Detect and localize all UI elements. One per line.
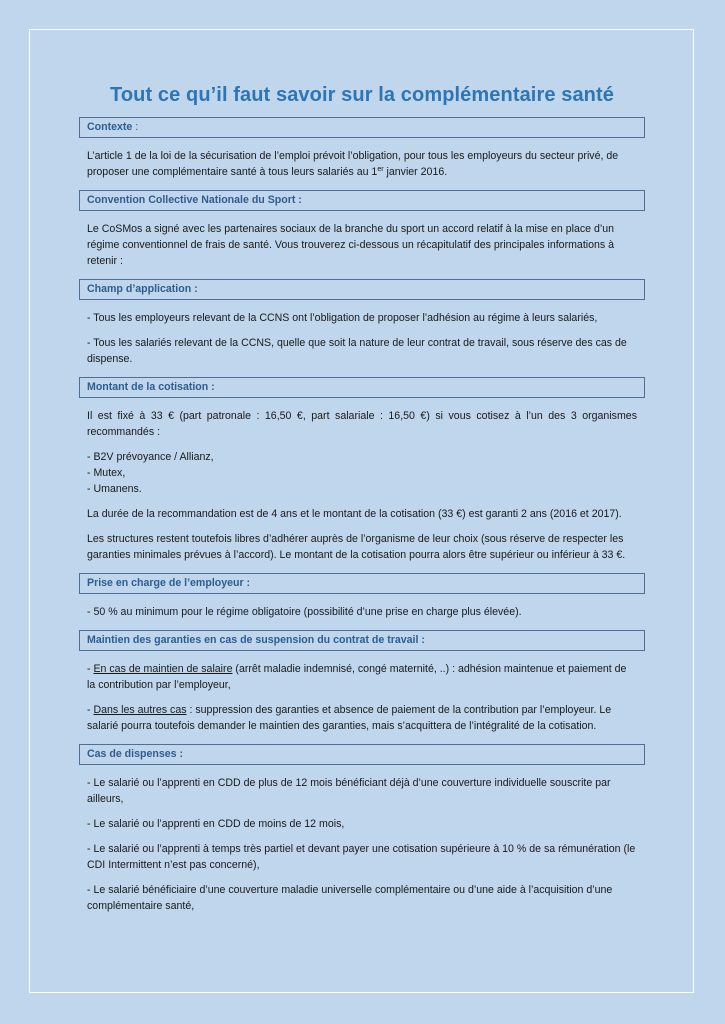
section-header-maintien: Maintien des garanties en cas de suspension du contrat de travail : <box>79 630 645 651</box>
document-content <box>79 84 645 914</box>
convention-paragraph: Le CoSMos a signé avec les partenaires sociaux de la branche du sport un accord relatif à la mise en place d’un régime conventionnel de frais de santé. Vous trouverez ci-dessous un récapitulatif des principales informations à retenir : <box>87 223 615 267</box>
maintien-text: (arrêt maladie indemnisé, congé maternité, ..) : adhésion maintenue et paiement de la contribution par l’employeur, <box>87 663 627 691</box>
maintien-prefix: - <box>87 704 94 716</box>
page-title: Tout ce qu’il faut savoir sur la complémentaire santé <box>110 84 614 106</box>
maintien-underlined: En cas de maintien de salaire <box>93 663 233 675</box>
list-item: - Umanens. <box>87 483 142 495</box>
maintien-item-1 <box>87 661 637 693</box>
dispense-item: - Le salarié ou l’apprenti à temps très partiel et devant payer une cotisation supérieure à 10 % de sa rémunération (le CDI Intermittent n’est pas concerné), <box>87 843 636 871</box>
list-item: - B2V prévoyance / Allianz, <box>87 451 214 463</box>
section-header-convention: Convention Collective Nationale du Sport : <box>79 190 645 211</box>
montant-intro: Il est fixé à 33 € (part patronale : 16,50 €, part salariale : 16,50 €) si vous cotisez à l’un des 3 organismes recommandés : <box>87 410 637 438</box>
maintien-item-2 <box>87 702 637 734</box>
section-header-label: Contexte <box>87 121 133 133</box>
section-header-champ: Champ d’application : <box>79 279 645 300</box>
champ-item: - Tous les employeurs relevant de la CCNS ont l’obligation de proposer l’adhésion au régime à leurs salariés, <box>87 312 598 324</box>
section-header-dispenses: Cas de dispenses : <box>79 744 645 765</box>
section-header-prise: Prise en charge de l’employeur : <box>79 573 645 594</box>
section-header-montant: Montant de la cotisation : <box>79 377 645 398</box>
prise-paragraph: - 50 % au minimum pour le régime obligatoire (possibilité d’une prise en charge plus élevée). <box>87 606 522 618</box>
dispense-item: - Le salarié ou l’apprenti en CDD de moins de 12 mois, <box>87 818 345 830</box>
contexte-sup: er <box>377 166 384 173</box>
list-item: - Mutex, <box>87 467 126 479</box>
champ-item: - Tous les salariés relevant de la CCNS, quelle que soit la nature de leur contrat de travail, sous réserve des cas de dispense. <box>87 337 627 365</box>
dispense-item: - Le salarié ou l’apprenti en CDD de plus de 12 mois bénéficiant déjà d’une couverture individuelle souscrite par ailleurs, <box>87 777 611 805</box>
maintien-prefix: - <box>87 663 94 675</box>
montant-structures: Les structures restent toutefois libres d’adhérer auprès de l’organisme de leur choix (sous réserve de respecter les garanties minimales prévues à l’accord). Le montant de la cotisation pourra alors être supérieur ou inférieur à 33 €. <box>87 533 626 561</box>
contexte-text: L’article 1 de la loi de la sécurisation de l’emploi prévoit l’obligation, pour tous les employeurs du secteur privé, de proposer une complémentaire santé à tous leurs salariés au 1 <box>87 150 619 178</box>
maintien-underlined: Dans les autres cas <box>93 704 187 716</box>
section-header-suffix: : <box>132 121 139 133</box>
section-header-contexte <box>79 117 645 138</box>
organismes-list <box>87 449 637 497</box>
contexte-text-end: janvier 2016. <box>383 166 448 178</box>
montant-duree: La durée de la recommandation est de 4 ans et le montant de la cotisation (33 €) est garanti 2 ans (2016 et 2017). <box>87 508 622 520</box>
dispense-item: - Le salarié bénéficiaire d’une couverture maladie universelle complémentaire ou d’une aide à l’acquisition d’une complémentaire santé, <box>87 884 613 912</box>
maintien-text: : suppression des garanties et absence de paiement de la contribution par l’employeur. Le salarié pourra toutefois demander le maintien des garanties, mais s’acquittera de l’intégralité de la cotisation. <box>87 704 612 732</box>
contexte-paragraph <box>87 148 637 180</box>
